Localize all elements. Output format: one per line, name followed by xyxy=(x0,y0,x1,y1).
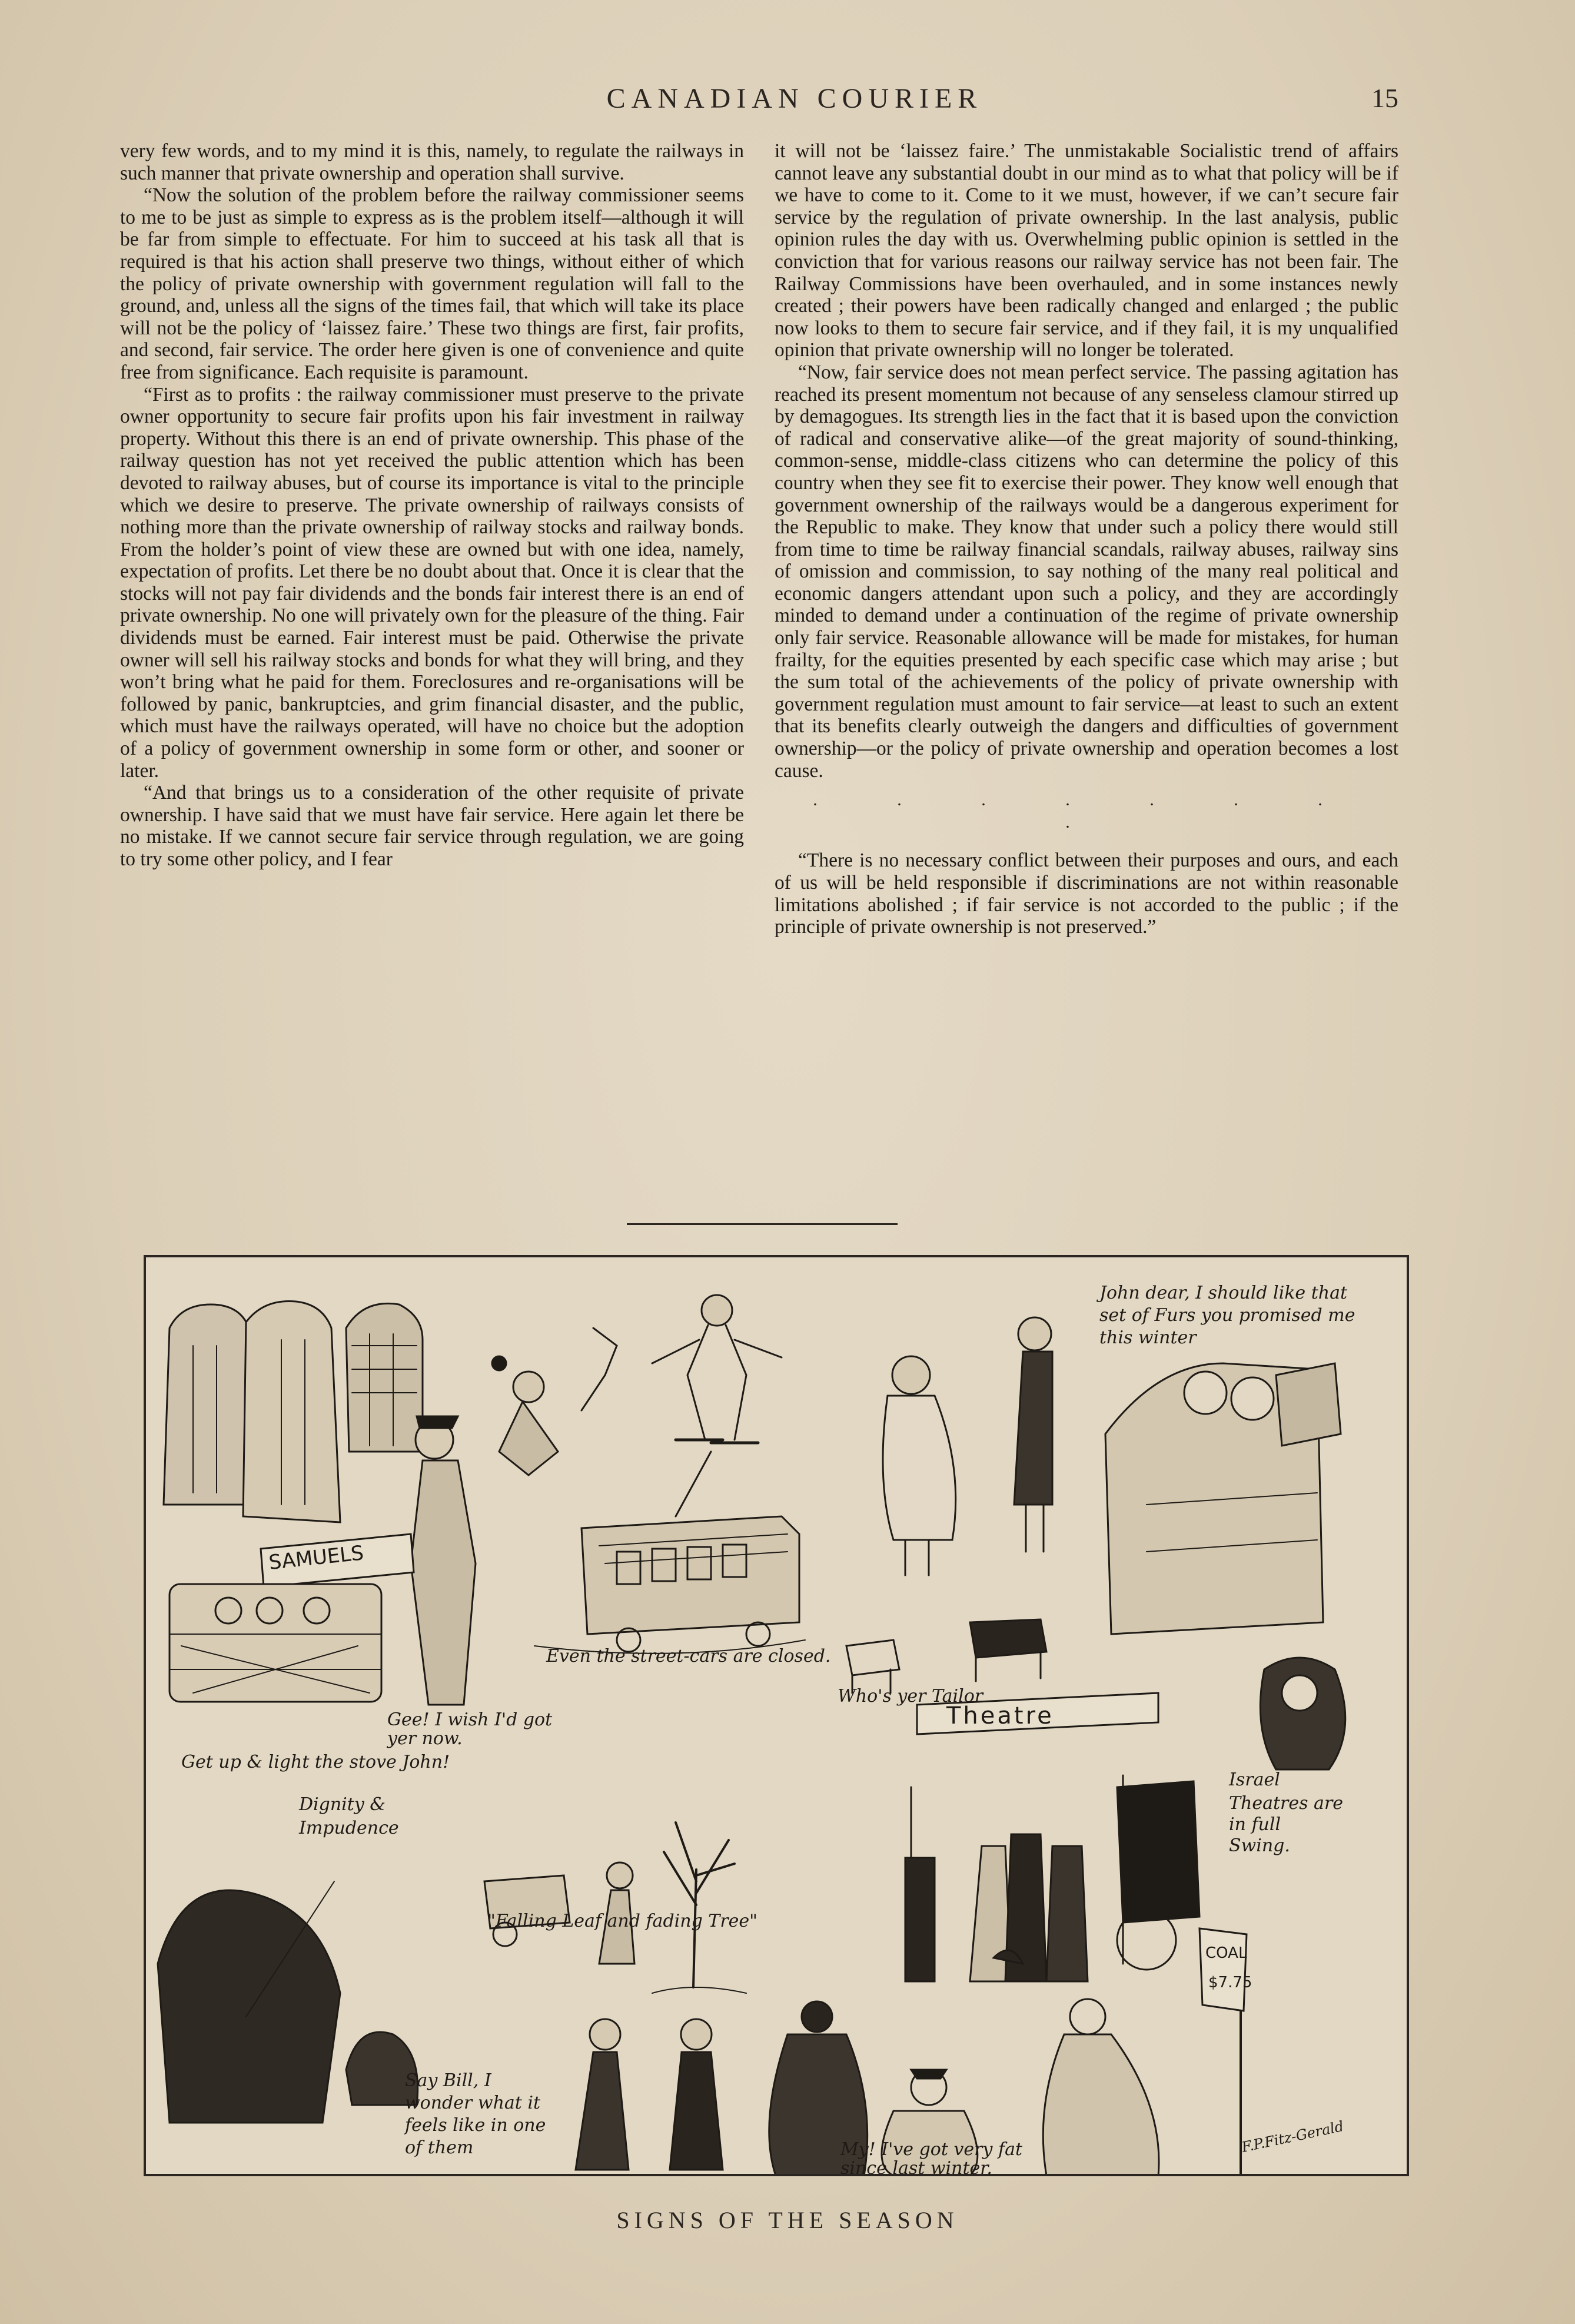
say-bill-caption: Say Bill, I wonder what it feels like in one of them xyxy=(405,2070,546,2158)
paragraph: it will not be ‘laissez faire.’ The unmistakable Socialistic trend of affairs cannot leave any substantial doubt in our mind as to what that policy will be if we have to come to it. Come to it we must, however, if we can’t secure fair service by the regulation of private ownership. In the last analysis, public opinion rules the day with us. Overwhelming public opinion is settled in the conviction that for various reasons our railway service has not been fair. The Railway Commissions have been overhauled, and in some instances newly created ; their powers have been radically changed and enlarged ; the public now looks to them to secure fair service, and if they fail, it is my unqualified opinion that private ownership will no longer be tolerated. xyxy=(775,140,1398,361)
dignity-caption: Dignity & Impudence xyxy=(299,1794,399,1838)
samuels-sign-text: SAMUELS xyxy=(267,1541,365,1575)
masthead: CANADIAN COURIER xyxy=(606,83,983,114)
section-divider-rule xyxy=(627,1223,898,1225)
article-right-column xyxy=(775,140,1398,938)
paragraph: “Now, fair service does not mean perfect service. The passing agitation has reached its present momentum not because of any senseless clamour stirred up by demagogues. Its strength lies in the fact that it is based upon the conviction of radical and conservative alike—of the great majority of sound-thinking, common-sense, middle-class citizens who can determine the policy of this country when they see fit to exercise their power. They know well enough that government ownership of the railways would be a dangerous experiment for the Republic to make. They know that under such a policy there would still from time to time be railway financial scandals, railway abuses, railway sins of omission and commission, to say nothing of the many real political and economic dangers attendant upon such a policy, and they are accordingly minded to demand under a continuation of the regime of private ownership only fair service. Reasonable allowance will be made for mistakes, for human frailty, for the equities presented by each specific case which may arise ; but the sum total of the achievements of the policy of private ownership with government regulation must amount to fair service—at least to such an extent that its benefits clearly outweigh the dangers and difficulties of government ownership—or the policy of private ownership and operation becomes a lost cause. xyxy=(775,361,1398,782)
wish-caption: Gee! I wish I'd got yer now. xyxy=(387,1709,553,1749)
paragraph: very few words, and to my mind it is this, namely, to regulate the railways in such manner that private ownership and operation shall survive. xyxy=(120,140,744,184)
cartoon-illustration xyxy=(144,1255,1409,2179)
israel-caption: Israel xyxy=(1229,1769,1280,1790)
couple-drawing xyxy=(883,1317,1052,1575)
stove-caption: Get up & light the stove John! xyxy=(181,1752,450,1772)
dignity-impudence-drawing xyxy=(158,1881,418,2123)
fat-caption: My! I've got very fat since last winter. xyxy=(840,2139,1023,2179)
coal-sign xyxy=(1199,1928,1247,2174)
streetcar-caption: Even the street-cars are closed. xyxy=(546,1646,831,1666)
cartoon-drawing xyxy=(146,1257,1407,2174)
article-left-column xyxy=(120,140,744,871)
dogs-drawing xyxy=(846,1619,1046,1693)
furs-caption: John dear, I should like that set of Furs you promised me this winter xyxy=(1099,1283,1355,1348)
paragraph: “And that brings us to a consideration of the other requisite of private ownership. I have said that we must have fair service. Here again let there be no mistake. If we cannot secure fair service through regulation, we are going to try some other policy, and I fear xyxy=(120,782,744,870)
section-break-dots: . . . . . . . . xyxy=(813,790,1360,832)
theatre-sign-text: Theatre xyxy=(946,1702,1054,1729)
coats-drawing xyxy=(164,1301,423,1522)
bed-drawing xyxy=(170,1584,381,1702)
bare-tree-drawing xyxy=(652,1822,746,1993)
falling-leaf-caption: "Falling Leaf and fading Tree" xyxy=(487,1911,757,1931)
man-at-shop-drawing xyxy=(411,1416,476,1705)
paragraph: “First as to profits : the railway commissioner must preserve to the private owner opportunity to secure fair profits upon his fair investment in railway property. Without this there is an end of private ownership. This phase of the railway question has not yet received the public attention which has been devoted to railway abuses, but of course its importance is vital to the principle which we desire to preserve. The private ownership of railways consists of nothing more than the private ownership of railway stocks and railway bonds. From the holder’s point of view these are owned but with one idea, namely, expectation of profits. Let there be no doubt about that. Once it is clear that the stocks will not pay fair dividends and the bonds fair interest there is an end of private ownership. No one will privately own for the pleasure of the thing. Fair dividends must be earned. Fair interest must be paid. Otherwise the private owner will sell his railway stocks and bonds for what they will bring, and they won’t bring what he paid for them. Foreclosures and re-organisations will be followed by panic, bankruptcies, and grim financial disaster, and the public, which must have the railways operated, will have no choice but the adoption of a policy of government ownership in some form or other, and sooner or later. xyxy=(120,383,744,782)
bearded-man-drawing xyxy=(1260,1658,1345,1769)
coal-price-text: $7.75 xyxy=(1208,1974,1252,1991)
paragraph: “Now the solution of the problem before the railway commissioner seems to me to be just as simple to express as is the problem itself—although it will be far from simple to effectuate. For him to succeed at his task all that is required is that his action shall preserve two things, without either of which the policy of private ownership with government regulation will fall to the ground, and, unless all the signs of the times fail, that which will take its place will not be the policy of ‘laissez faire.’ These two things are first, fair profits, and second, fair service. The order here given is one of convenience and quite free from significance. Each requisite is paramount. xyxy=(120,184,744,383)
theatre-scene-drawing xyxy=(905,1693,1199,1981)
paragraph: “There is no necessary conflict between their purposes and ours, and each of us will be held responsible if discriminations are not within reasonable limitations abolished ; if fair service is not accorded to the public ; if the principle of private ownership is not preserved.” xyxy=(775,849,1398,938)
illustration-caption: SIGNS OF THE SEASON xyxy=(616,2207,959,2233)
running-head xyxy=(0,82,1575,118)
tailor-caption: Who's yer Tailor xyxy=(838,1686,983,1707)
coal-sign-text: COAL xyxy=(1205,1944,1247,1962)
skaters-drawing xyxy=(499,1295,782,1475)
lady-in-chair-drawing xyxy=(1105,1363,1341,1634)
two-men-drawing xyxy=(576,2019,723,2170)
artist-signature: F.P.Fitz-Gerald xyxy=(1240,2117,1345,2156)
theatres-caption: Theatres are in full Swing. xyxy=(1229,1793,1344,1856)
page-number: 15 xyxy=(1371,83,1398,113)
ball-drawing xyxy=(492,1356,506,1370)
streetcar-drawing xyxy=(534,1452,805,1654)
